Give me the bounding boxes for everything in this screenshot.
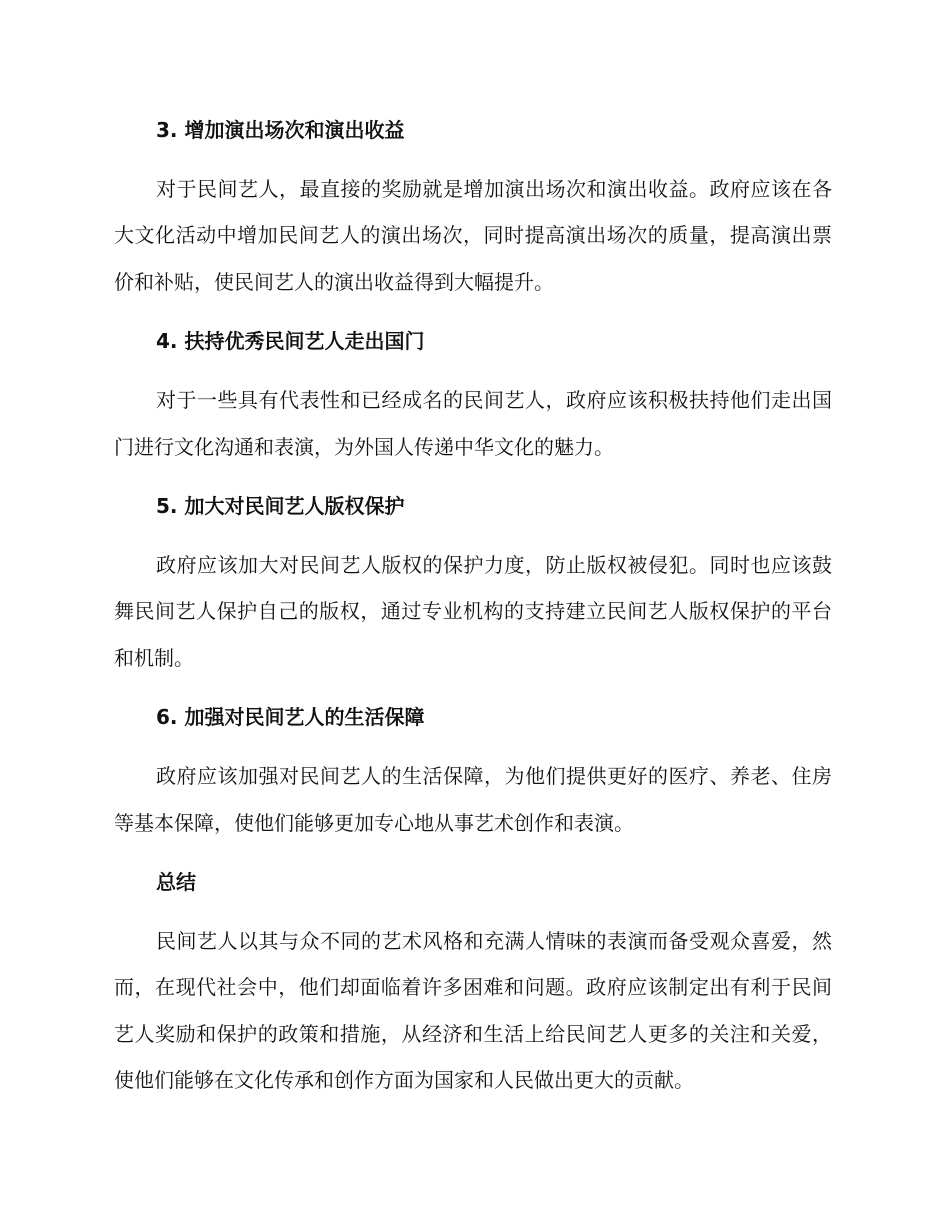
summary-heading: 总结: [156, 870, 196, 895]
section-heading-3: 3. 增加演出场次和演出收益: [156, 118, 405, 142]
section-body-3: 对于民间艺人，最直接的奖励就是增加演出场次和演出收益。政府应该在各大文化活动中增加民间艺人的演出场次，同时提高演出场次的质量，提高演出票价和补贴，使民间艺人的演出收益得到大幅提升。: [114, 177, 832, 294]
summary-body: 民间艺人以其与众不同的艺术风格和充满人情味的表演而备受观众喜爱，然而，在现代社会中，他们却面临着许多困难和问题。政府应该制定出有利于民间艺人奖励和保护的政策和措施，从经济和生活上给民间艺人更多的关注和关爱，使他们能够在文化传承和创作方面为国家和人民做出更大的贡献。: [114, 929, 832, 1093]
section-body-4: 对于一些具有代表性和已经成名的民间艺人，政府应该积极扶持他们走出国门进行文化沟通和表演，为外国人传递中华文化的魅力。: [114, 388, 832, 459]
section-body-6: 政府应该加强对民间艺人的生活保障，为他们提供更好的医疗、养老、住房等基本保障，使他们能够更加专心地从事艺术创作和表演。: [114, 764, 832, 835]
section-heading-5: 5. 加大对民间艺人版权保护: [156, 494, 405, 519]
section-body-5: 政府应该加大对民间艺人版权的保护力度，防止版权被侵犯。同时也应该鼓舞民间艺人保护自己的版权，通过专业机构的支持建立民间艺人版权保护的平台和机制。: [114, 553, 832, 670]
section-heading-6: 6. 加强对民间艺人的生活保障: [156, 705, 425, 730]
section-heading-4: 4. 扶持优秀民间艺人走出国门: [156, 329, 425, 354]
